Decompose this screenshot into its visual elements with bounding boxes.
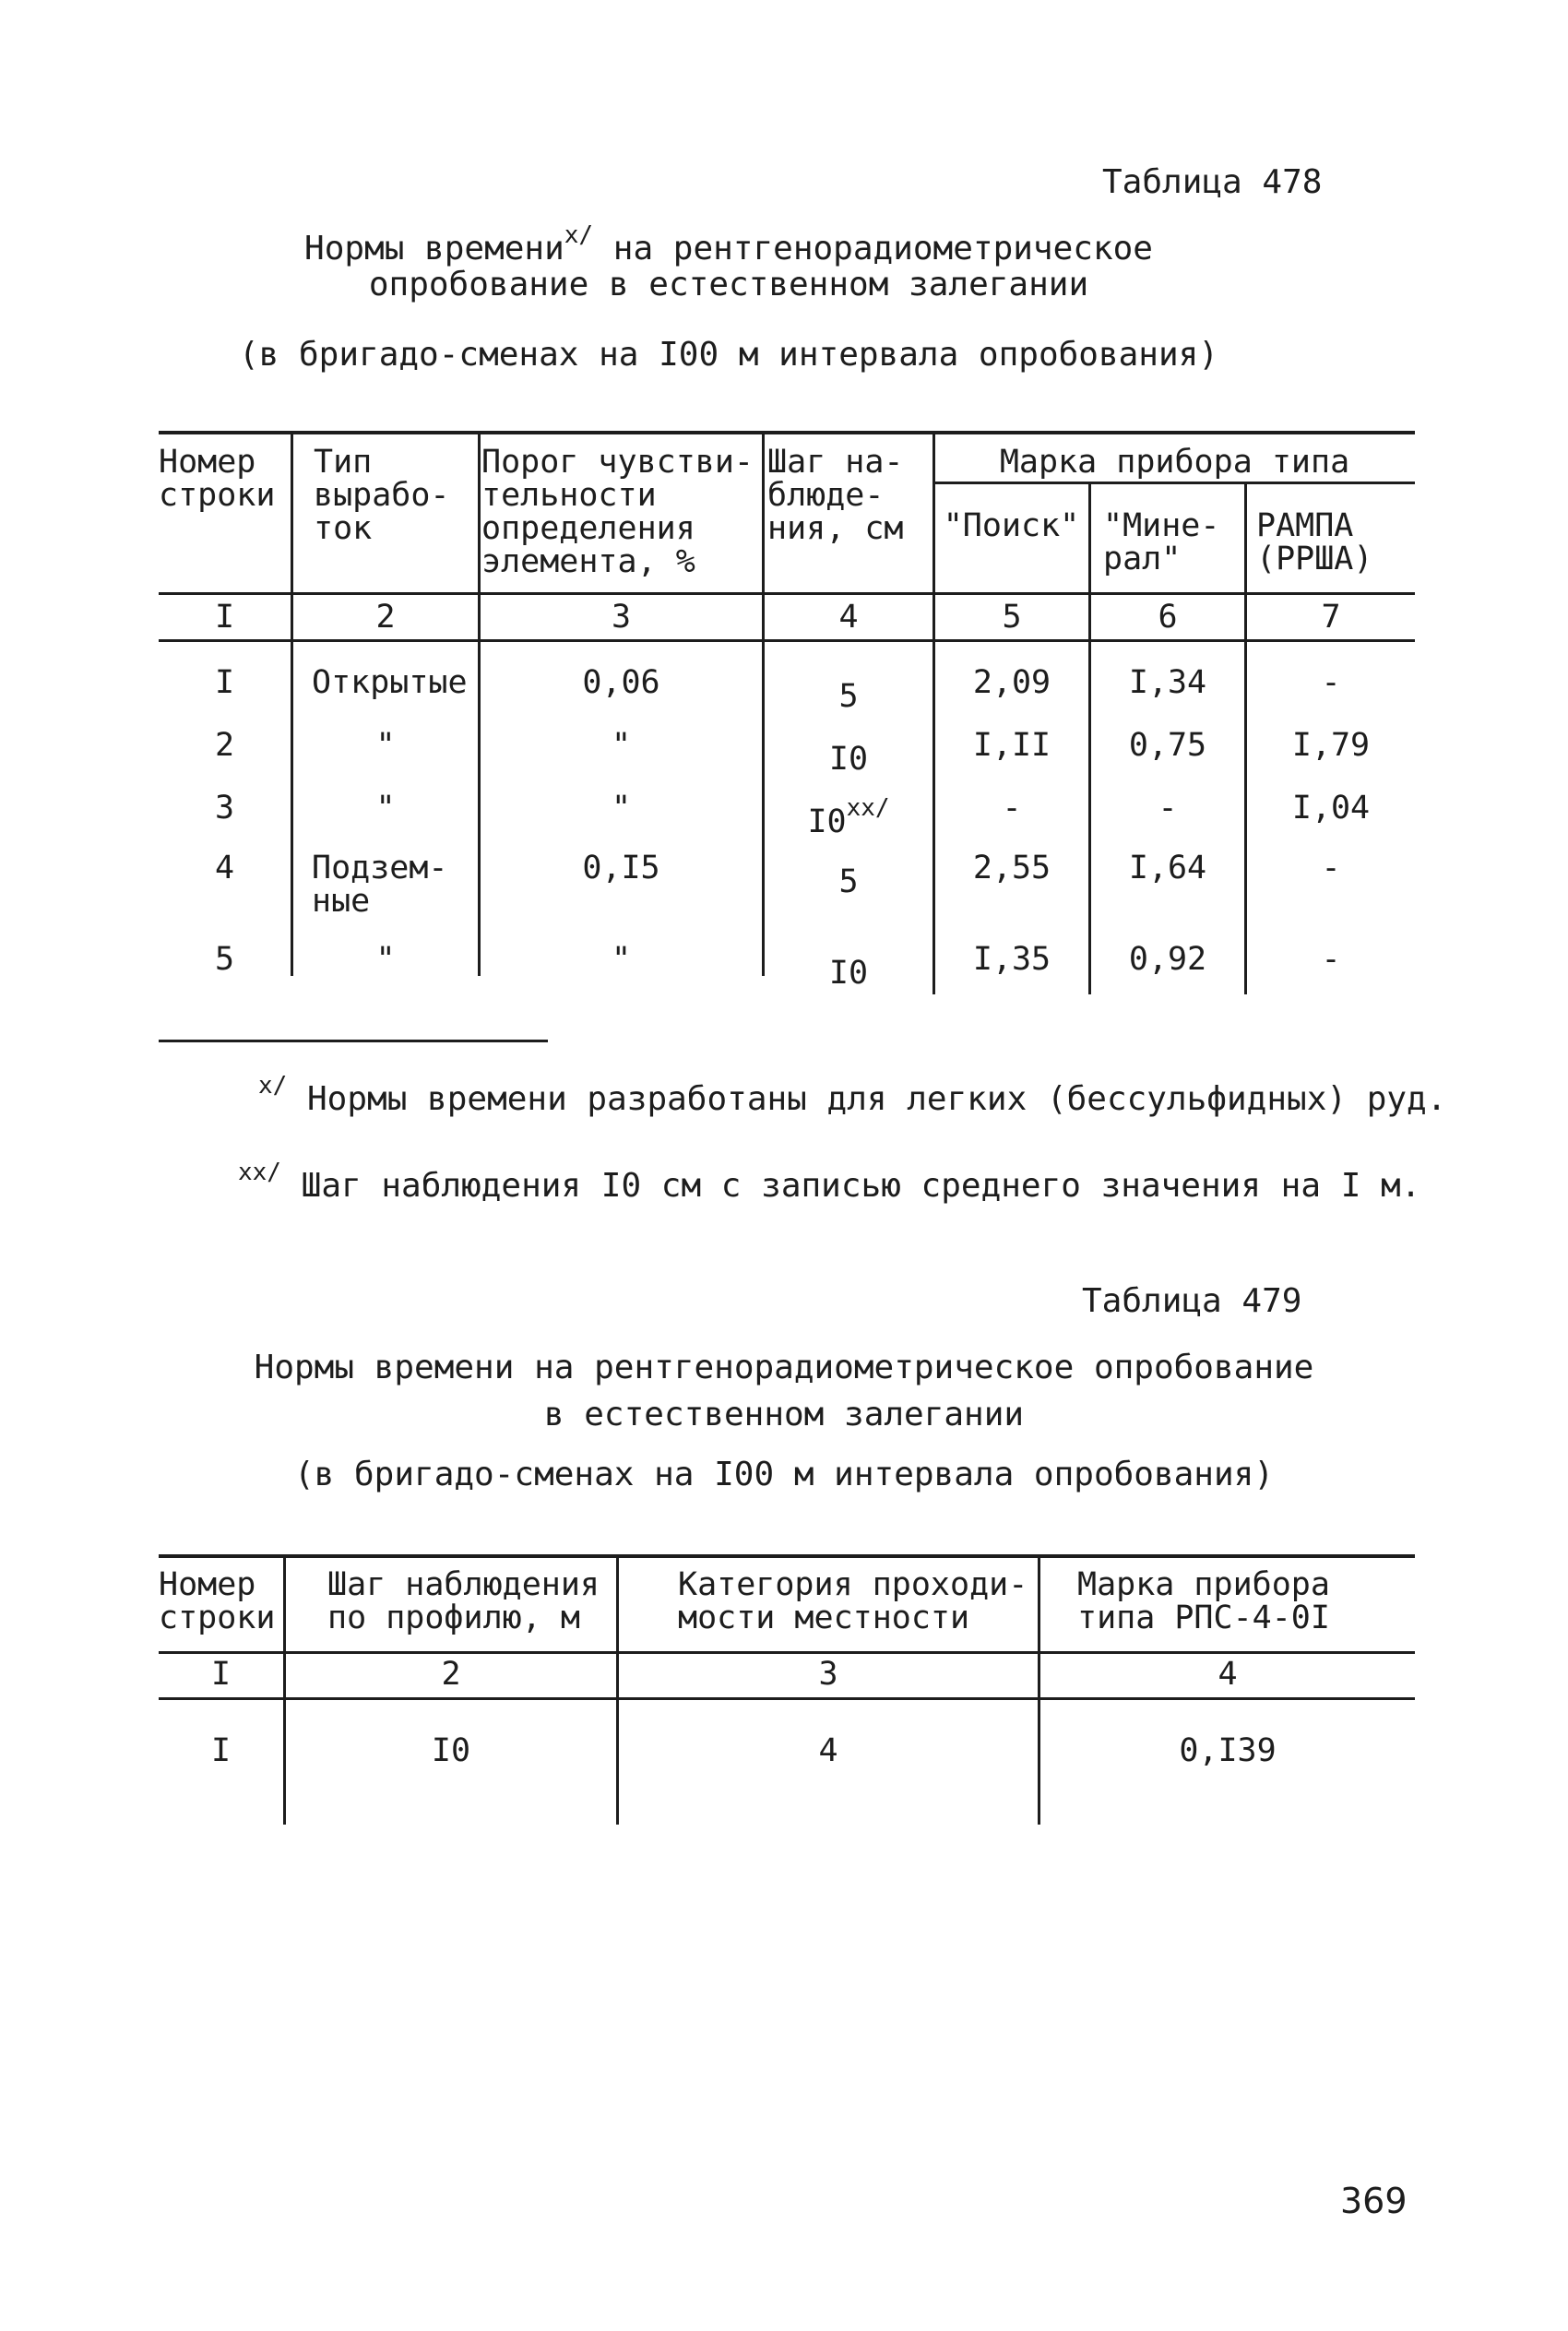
table-478-top-rule (159, 431, 1415, 434)
col-number-1: I (210, 1656, 232, 1693)
table-479-title-line2: в естественном залегании (543, 1396, 1025, 1433)
row-rampa: - (1321, 850, 1341, 886)
header-rampa: РАМПА (РРША) (1256, 507, 1373, 577)
row-poisk: 2,09 (972, 664, 1051, 701)
row-number: I (210, 1732, 232, 1769)
header-threshold: Порог чувстви- тельности определения элемента, % (481, 444, 754, 580)
row-step (765, 666, 932, 713)
header-device: Марка прибора типа РПС-4-0I (1077, 1566, 1330, 1636)
table-478-title-line2: опробование в естественном залегании (368, 266, 1089, 303)
row-rampa: - (1321, 664, 1341, 701)
row-step-value: I0 (828, 955, 869, 992)
row-type: " (375, 941, 396, 978)
col-number-2: 2 (375, 599, 396, 636)
row-step-value: I0 (807, 803, 847, 840)
row-threshold: " (611, 790, 632, 827)
row-step (765, 851, 932, 898)
row-rampa: I,04 (1291, 790, 1371, 827)
col-number-4: 4 (838, 599, 859, 636)
header-row-number: Номер строки (159, 1566, 276, 1636)
row-number: 2 (214, 727, 235, 764)
table-478-header-rule (159, 592, 1415, 595)
table-479-top-rule (159, 1554, 1415, 1558)
row-mineral: I,34 (1128, 664, 1207, 701)
row-poisk: I,II (972, 727, 1051, 764)
col-number-3: 3 (818, 1656, 838, 1693)
row-step: I0 (431, 1732, 471, 1769)
row-step (765, 791, 932, 838)
footnote-2-text: Шаг наблюдения I0 см с записью среднего значения на I м. (301, 1167, 1421, 1205)
header-step: Шаг на- блюде- ния, см (767, 444, 904, 547)
table-478-vline-1 (291, 434, 293, 976)
page-number: 369 (1340, 2181, 1408, 2221)
row-mineral: 0,92 (1128, 941, 1207, 978)
row-step-footnote: xx/ (846, 794, 890, 822)
row-step (765, 943, 932, 990)
col-number-2: 2 (441, 1656, 461, 1693)
row-mineral: I,64 (1128, 850, 1207, 886)
footnote-1 (258, 1072, 1446, 1118)
table-479-vline-2 (616, 1557, 619, 1825)
col-number-1: I (214, 599, 235, 636)
row-number: 3 (214, 790, 235, 827)
footnote-1-text: Нормы времени разработаны для легких (бессульфидных) руд. (307, 1080, 1447, 1118)
table-478-numbers-rule (159, 639, 1415, 642)
row-step-value: 5 (838, 678, 859, 715)
row-rampa: I,79 (1291, 727, 1371, 764)
row-step (765, 729, 932, 776)
table-479-header-rule (159, 1651, 1415, 1654)
title-part2: на рентгенорадиометрическое (593, 230, 1153, 268)
col-number-3: 3 (611, 599, 632, 636)
table-479-label: Таблица 479 (1082, 1282, 1302, 1320)
row-mineral: 0,75 (1128, 727, 1207, 764)
row-category: 4 (818, 1732, 838, 1769)
row-rampa: - (1321, 941, 1341, 978)
table-478-subtitle: (в бригадо-сменах на I00 м интервала опробования) (238, 336, 1219, 374)
row-threshold: 0,06 (582, 664, 660, 701)
header-category: Категория проходи- мости местности (678, 1566, 1028, 1636)
row-poisk: - (1002, 790, 1022, 827)
table-478-label: Таблица 478 (1102, 163, 1323, 201)
col-number-6: 6 (1158, 599, 1178, 636)
header-device-group: Марка прибора типа (999, 444, 1350, 481)
row-number: 4 (214, 850, 235, 886)
row-threshold: " (611, 727, 632, 764)
row-number: I (214, 664, 235, 701)
title-footnote-mark: x/ (564, 221, 594, 249)
header-mineral: "Мине- рал" (1103, 507, 1220, 577)
footnote-1-mark: x/ (258, 1072, 288, 1100)
row-step-value: 5 (838, 863, 859, 900)
header-poisk: "Поиск" (943, 507, 1080, 544)
title-part1: Нормы времени (304, 230, 564, 268)
row-number: 5 (214, 941, 235, 978)
row-mineral: - (1158, 790, 1178, 827)
table-479-numbers-rule (159, 1697, 1415, 1700)
table-478-group-rule (934, 482, 1415, 484)
footnote-2 (238, 1159, 1420, 1205)
row-type: Подзем- ные (312, 850, 448, 920)
row-poisk: 2,55 (972, 850, 1051, 886)
table-478-vline-2 (478, 434, 481, 976)
col-number-7: 7 (1321, 599, 1341, 636)
footnote-2-mark: xx/ (238, 1159, 281, 1186)
table-479-subtitle: (в бригадо-сменах на I00 м интервала опробования) (293, 1456, 1275, 1493)
header-step: Шаг наблюдения по профилю, м (327, 1566, 600, 1636)
row-type: " (375, 790, 396, 827)
table-479-vline-1 (283, 1557, 286, 1825)
footnote-separator (159, 1040, 548, 1042)
col-number-5: 5 (1002, 599, 1022, 636)
col-number-4: 4 (1218, 1656, 1238, 1693)
header-row-number: Номер строки (159, 444, 276, 514)
header-type: Тип вырабо- ток (314, 444, 450, 547)
table-479-vline-3 (1038, 1557, 1040, 1825)
row-step-value: I0 (828, 741, 869, 778)
row-type: " (375, 727, 396, 764)
row-threshold: 0,I5 (582, 850, 660, 886)
table-479-title: Нормы времени на рентгенорадиометрическое опробование (254, 1349, 1314, 1386)
row-type: Открытые (312, 664, 468, 701)
row-value: 0,I39 (1179, 1732, 1277, 1769)
row-poisk: I,35 (972, 941, 1051, 978)
row-threshold: " (611, 941, 632, 978)
